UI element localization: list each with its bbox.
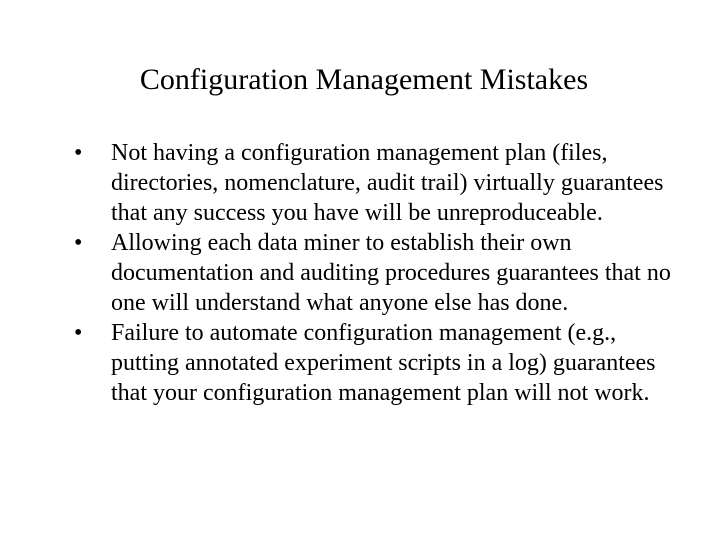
bullet-line: one will understand what anyone else has done. bbox=[111, 290, 569, 316]
bullet-line: that any success you have will be unreproduceable. bbox=[111, 200, 603, 226]
bullet-icon: • bbox=[74, 230, 83, 256]
bullet-line: that your configuration management plan will not work. bbox=[111, 380, 650, 406]
bullet-line: putting annotated experiment scripts in a log) guarantees bbox=[111, 350, 656, 376]
bullet-item-1 bbox=[74, 138, 694, 228]
bullet-item-2 bbox=[74, 228, 694, 318]
bullet-list bbox=[74, 138, 694, 408]
bullet-icon: • bbox=[74, 140, 83, 166]
slide-title: Configuration Management Mistakes bbox=[139, 63, 589, 96]
bullet-line: documentation and auditing procedures guarantees that no bbox=[111, 260, 671, 286]
bullet-icon: • bbox=[74, 320, 83, 346]
bullet-line: Allowing each data miner to establish their own bbox=[111, 230, 572, 256]
bullet-item-3 bbox=[74, 318, 694, 408]
bullet-line: directories, nomenclature, audit trail) virtually guarantees bbox=[111, 170, 664, 196]
bullet-line: Not having a configuration management plan (files, bbox=[111, 140, 608, 166]
bullet-line: Failure to automate configuration management (e.g., bbox=[111, 320, 617, 346]
